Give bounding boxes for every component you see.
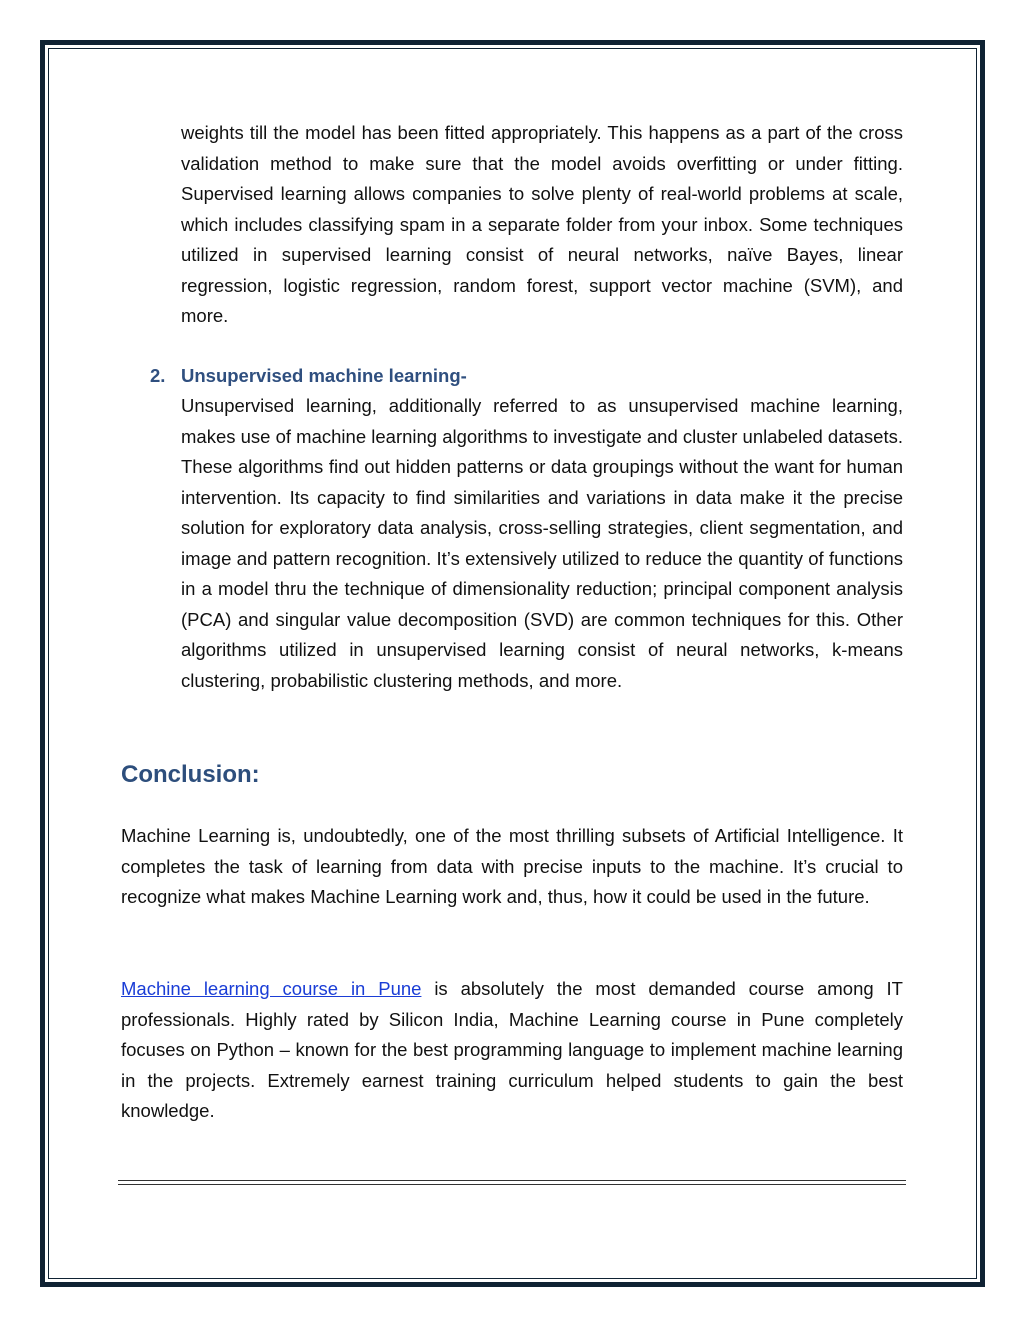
- footer-divider: [118, 1180, 906, 1181]
- list-item-number: 2.: [150, 365, 166, 386]
- course-paragraph: [121, 974, 903, 1127]
- conclusion-paragraph: Machine Learning is, undoubtedly, one of the most thrilling subsets of Artificial Intelligence. It completes the task of learning from data with precise inputs to the machine. It’s crucial to recognize what makes Machine Learning work and, thus, how it could be used in the future.: [121, 825, 903, 907]
- course-paragraph-text: is absolutely the most demanded course among IT professionals. Highly rated by Silicon India, Machine Learning course in Pune completely focuses on Python – known for the best programming language to implement machine learning in the projects. Extremely earnest training curriculum helped students to gain the best knowledge.: [121, 978, 903, 1121]
- unsupervised-learning-paragraph: Unsupervised learning, additionally referred to as unsupervised machine learning, makes use of machine learning algorithms to investigate and cluster unlabeled datasets. These algorithms find out hidden patterns or data groupings without the want for human intervention. Its capacity to find similarities and variations in data make it the precise solution for exploratory data analysis, cross-selling strategies, client segmentation, and image and pattern recognition. It’s extensively utilized to reduce the quantity of functions in a model thru the technique of dimensionality reduction; principal component analysis (PCA) and singular value decomposition (SVD) are common techniques for this. Other algorithms utilized in unsupervised learning consist of neural networks, k-means clustering, probabilistic clustering methods, and more.: [181, 395, 903, 691]
- unsupervised-learning-heading: Unsupervised machine learning-: [181, 365, 467, 386]
- supervised-learning-continuation-paragraph: weights till the model has been fitted appropriately. This happens as a part of the cross validation method to make sure that the model avoids overfitting or under fitting. Supervised learning allows companies to solve plenty of real-world problems at scale, which includes classifying spam in a separate folder from your inbox. Some techniques utilized in supervised learning consist of neural networks, naïve Bayes, linear regression, logistic regression, random forest, support vector machine (SVM), and more.: [181, 122, 903, 326]
- footer-divider-secondary: [118, 1184, 906, 1185]
- machine-learning-course-link[interactable]: Machine learning course in Pune: [121, 978, 422, 999]
- conclusion-heading: Conclusion:: [121, 761, 260, 788]
